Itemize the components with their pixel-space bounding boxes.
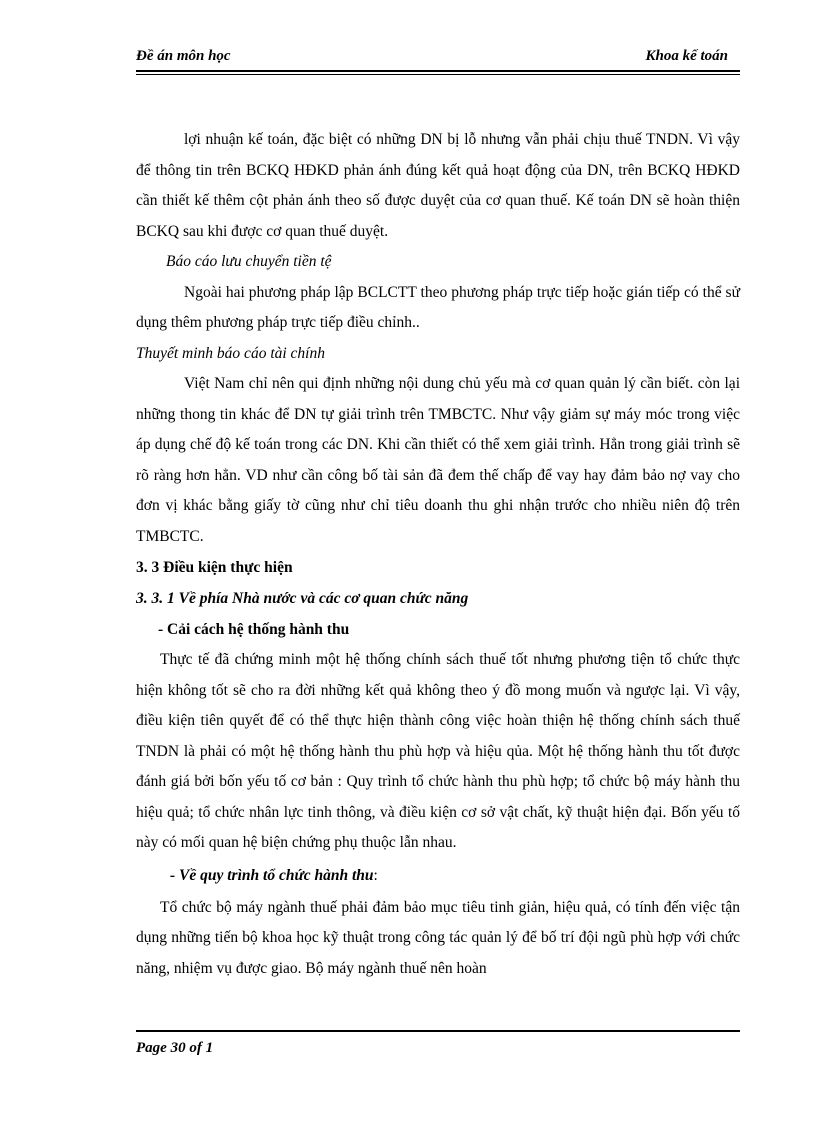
heading-collection-reform: - Cải cách hệ thống hành thu <box>158 621 350 638</box>
heading-financial-notes: Thuyết minh báo cáo tài chính <box>136 344 325 362</box>
heading-section-3-3: 3. 3 Điều kiện thực hiện <box>136 559 293 576</box>
paragraph-income-report: lợi nhuận kế toán, đặc biệt có những DN bị lỗ nhưng vẫn phải chịu thuế TNDN. Vì vậy để thông tin trên BCKQ HĐKD phản ánh đúng kết quả hoạt động của DN, trên BCKQ HĐKD cần thiết kế thêm cột phản ánh theo số được duyệt của cơ quan thuế. Kế toán DN sẽ hoàn thiện BCKQ sau khi được cơ quan thuế duyệt. <box>136 131 740 240</box>
header-department: Khoa kế toán <box>645 48 728 64</box>
paragraph-tax-apparatus: Tổ chức bộ máy ngành thuế phải đảm bảo mục tiêu tinh giản, hiệu quả, có tính đến việc tận dụng những tiến bộ khoa học kỹ thuật trong công tác quản lý để bố trí đội ngũ phù hợp với chức năng, nhiệm vụ được giao. Bộ máy ngành thuế nên hoàn <box>136 898 740 977</box>
paragraph-collection-system: Thực tế đã chứng minh một hệ thống chính sách thuế tốt nhưng phương tiện tổ chức thực hiện không tốt sẽ cho ra đời những kết quả không theo ý đồ mong muốn và ngược lại. Vì vậy, điều kiện tiên quyết để có thể thực hiện thành công việc hoàn thiện hệ thống chính sách thuế TNDN là phải có một hệ thống hành thu phù hợp và hiệu qủa. Một hệ thống hành thu tốt được đánh giá bởi bốn yếu tố cơ bản : Quy trình tổ chức hành thu phù hợp; tổ chức bộ máy hành thu hiệu quả; tổ chức nhân lực tinh thông, và điều kiện cơ sở vật chất, kỹ thuật hiện đại. Bốn yếu tố này có mối quan hệ biện chứng phụ thuộc lẫn nhau. <box>136 651 740 851</box>
heading-collection-process-colon: : <box>373 866 378 884</box>
header-rule-thin <box>136 74 740 75</box>
heading-section-3-3-1: 3. 3. 1 Về phía Nhà nước và các cơ quan chức năng <box>136 590 469 607</box>
heading-collection-process <box>136 859 740 893</box>
footer-rule <box>136 1030 740 1032</box>
paragraph-financial-notes: Việt Nam chỉ nên qui định những nội dung chủ yếu mà cơ quan quản lý cần biết. còn lại những thong tin khác để DN tự giải trình trên TMBCTC. Như vậy giảm sự máy móc trong việc áp dụng chế độ kế toán trong các DN. Khi cần thiết có thể xem giải trình. Hẳn trong giải trình sẽ rõ ràng hơn hẳn. VD như cần công bố tài sản đã đem thế chấp để vay hay đảm bảo nợ vay cho đơn vị khác bằng giấy tờ cũng như chỉ tiêu doanh thu ghi nhận trước cho nhiều niên độ trên TMBCTC. <box>136 375 740 545</box>
heading-collection-process-text: - Về quy trình tổ chức hành thu <box>170 866 374 884</box>
header-rule-thick <box>136 70 740 72</box>
page-number: Page 30 of 1 <box>136 1040 214 1056</box>
heading-cashflow-report: Báo cáo lưu chuyển tiền tệ <box>166 253 332 270</box>
page-header <box>136 44 740 70</box>
document-body <box>136 125 740 984</box>
header-course-title: Đề án môn học <box>136 48 231 64</box>
paragraph-cashflow: Ngoài hai phương pháp lập BCLCTT theo phương pháp trực tiếp hoặc gián tiếp có thể sử dụng thêm phương pháp trực tiếp điều chỉnh.. <box>136 283 740 331</box>
